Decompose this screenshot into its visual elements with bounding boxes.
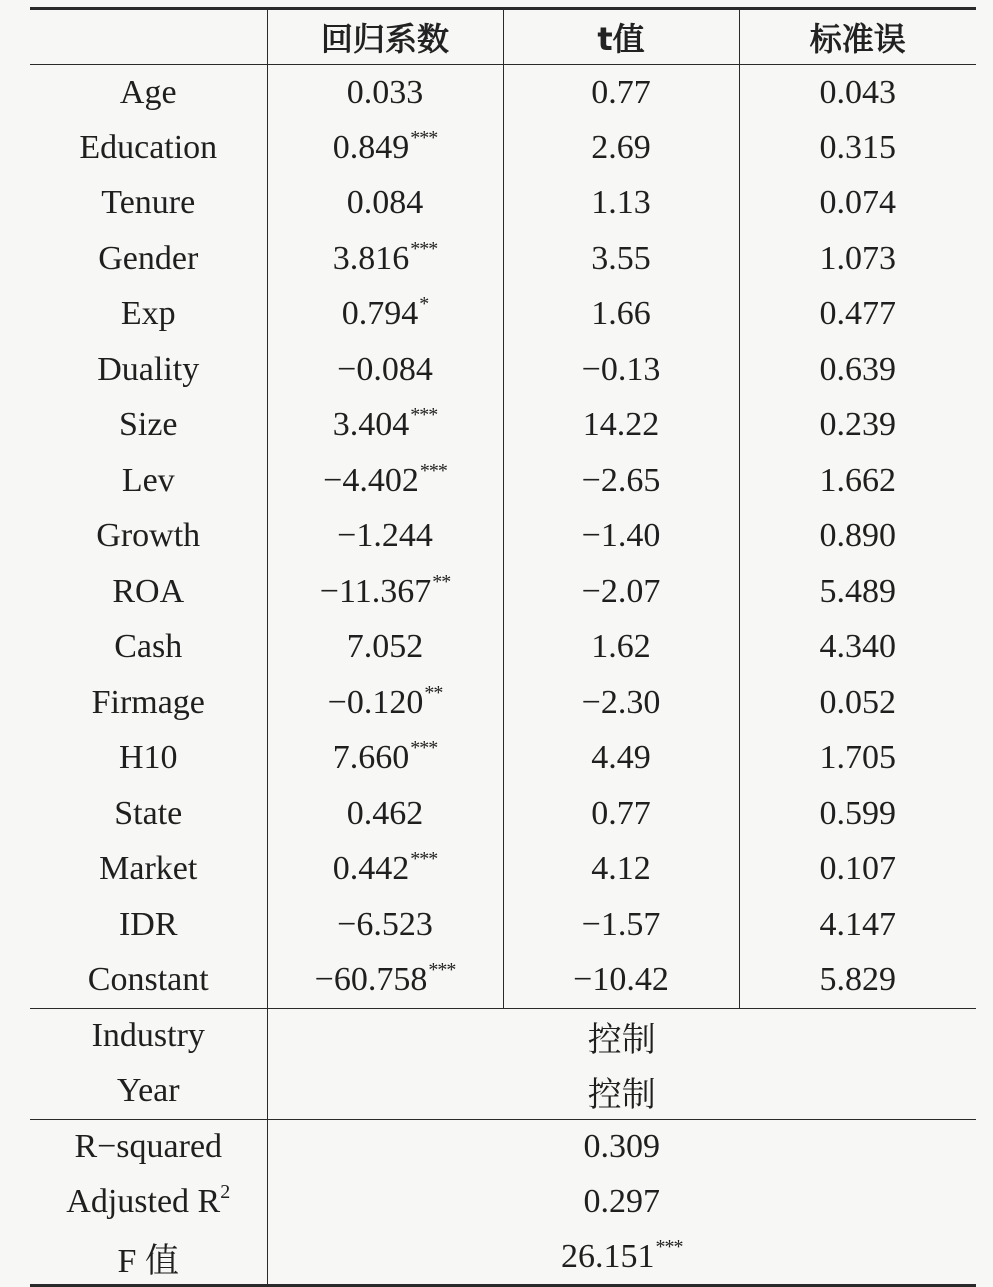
header-variable — [30, 9, 267, 65]
superscript-two: 2 — [220, 1181, 231, 1204]
std-error-cell-text: 0.043 — [819, 73, 896, 111]
t-value-cell-text: 4.49 — [591, 739, 651, 777]
std-error-cell-text: 4.340 — [819, 628, 896, 666]
std-error-cell-text: 0.477 — [819, 295, 896, 333]
coefficient-cell — [267, 731, 503, 787]
std-error-cell — [739, 231, 976, 287]
std-error-cell — [739, 897, 976, 953]
variable-cell — [30, 564, 267, 620]
std-error-cell — [739, 620, 976, 676]
control-row — [30, 1008, 976, 1064]
stat-value: 26.151 — [561, 1238, 655, 1275]
coefficient-cell-text: 0.849 — [332, 128, 410, 166]
std-error-cell-text: 0.639 — [819, 350, 896, 388]
coefficient-cell-text: −6.523 — [337, 905, 433, 943]
variable-cell — [30, 953, 267, 1009]
control-value-cell: 控制 — [587, 1074, 656, 1115]
t-value-cell — [503, 786, 739, 842]
significance-stars: ** — [424, 681, 443, 704]
table-row — [30, 620, 976, 676]
std-error-cell-text: 0.315 — [819, 128, 896, 166]
std-error-cell — [739, 120, 976, 176]
variable-cell-text: Lev — [121, 461, 175, 499]
control-variable-cell: Year — [30, 1064, 267, 1120]
std-error-cell-text: 1.073 — [819, 239, 896, 277]
coefficient-cell-text: 0.794 — [341, 295, 419, 333]
significance-stars: *** — [410, 737, 438, 760]
variable-cell-text: Growth — [96, 517, 201, 555]
coefficient-cell — [267, 231, 503, 287]
variable-cell-text: IDR — [118, 905, 178, 943]
table-row — [30, 453, 976, 509]
variable-cell-text: H10 — [118, 739, 178, 777]
std-error-cell — [739, 953, 976, 1009]
std-error-cell-text: 1.705 — [819, 739, 896, 777]
t-value-cell-text: −0.13 — [581, 350, 661, 388]
t-value-cell — [503, 953, 739, 1009]
coefficient-cell-text: 0.442 — [332, 850, 410, 888]
std-error-cell-text: 0.052 — [819, 683, 896, 721]
significance-stars: *** — [419, 459, 447, 482]
regression-table — [30, 7, 976, 1287]
table-row — [30, 897, 976, 953]
t-value-cell — [503, 564, 739, 620]
std-error-cell — [739, 675, 976, 731]
variable-cell — [30, 731, 267, 787]
stat-label-cell — [30, 1230, 267, 1286]
stat-row — [30, 1175, 976, 1231]
std-error-cell-text: 0.074 — [819, 184, 896, 222]
t-value-cell — [503, 731, 739, 787]
t-value-cell — [503, 842, 739, 898]
t-value-cell — [503, 509, 739, 565]
significance-stars: *** — [410, 404, 438, 427]
variable-cell-text: Duality — [97, 350, 200, 388]
variable-cell-text: Cash — [114, 628, 183, 666]
coefficient-cell-text: −4.402 — [323, 461, 419, 499]
std-error-cell — [739, 65, 976, 121]
t-value-cell-text: 1.13 — [591, 184, 651, 222]
variable-cell — [30, 509, 267, 565]
header-row — [30, 9, 976, 65]
stat-label-cell — [30, 1119, 267, 1175]
table-row — [30, 564, 976, 620]
table-row — [30, 509, 976, 565]
t-value-cell-text: −1.57 — [581, 905, 661, 943]
stat-value: 0.297 — [583, 1183, 660, 1221]
stat-value-cell — [267, 1230, 976, 1286]
variable-cell-text: Age — [119, 73, 177, 111]
variable-cell — [30, 842, 267, 898]
std-error-cell — [739, 453, 976, 509]
significance-stars: *** — [410, 126, 438, 149]
control-variable-cell: Industry — [30, 1008, 267, 1064]
variable-cell — [30, 342, 267, 398]
std-error-cell — [739, 398, 976, 454]
t-value-cell-text: 1.62 — [591, 628, 651, 666]
stat-value-cell — [267, 1119, 976, 1175]
coefficient-cell — [267, 620, 503, 676]
t-value-cell — [503, 675, 739, 731]
t-value-cell — [503, 342, 739, 398]
std-error-cell — [739, 509, 976, 565]
table-row — [30, 65, 976, 121]
coefficient-cell-text: −11.367 — [319, 572, 432, 610]
std-error-cell — [739, 731, 976, 787]
coefficient-cell-text: 0.462 — [346, 794, 424, 832]
coefficient-cell-text: −0.120 — [327, 683, 424, 721]
std-error-cell — [739, 176, 976, 232]
table-body — [30, 65, 976, 1286]
variable-cell-text: Market — [99, 850, 198, 888]
table-row — [30, 342, 976, 398]
variable-cell — [30, 176, 267, 232]
control-row — [30, 1064, 976, 1120]
variable-cell — [30, 287, 267, 343]
coefficient-cell — [267, 120, 503, 176]
t-value-cell-text: 14.22 — [582, 406, 660, 444]
table-row — [30, 842, 976, 898]
variable-cell-text: Constant — [87, 961, 209, 998]
coefficient-cell-text: 0.033 — [346, 73, 424, 111]
table-row — [30, 731, 976, 787]
header-std-error: 标准误 — [739, 9, 976, 65]
variable-cell — [30, 897, 267, 953]
coefficient-cell — [267, 953, 503, 1009]
t-value-cell-text: 0.77 — [591, 73, 651, 111]
coefficient-cell — [267, 564, 503, 620]
stat-value: 0.309 — [583, 1128, 660, 1165]
t-value-cell — [503, 287, 739, 343]
coefficient-cell-text: 0.084 — [346, 184, 424, 222]
std-error-cell-text: 0.599 — [819, 794, 896, 832]
variable-cell-text: Education — [79, 128, 218, 166]
std-error-cell-text: 1.662 — [819, 461, 896, 499]
coefficient-cell-text: 3.404 — [332, 406, 410, 444]
significance-stars: * — [419, 293, 429, 316]
coefficient-cell — [267, 398, 503, 454]
t-value-cell-text: 4.12 — [591, 850, 651, 888]
significance-stars: ** — [432, 570, 451, 593]
variable-cell-text: Gender — [98, 239, 199, 277]
header-t-value: t值 — [503, 9, 739, 65]
coefficient-cell-text: −60.758 — [314, 961, 428, 998]
coefficient-cell — [267, 287, 503, 343]
coefficient-cell — [267, 786, 503, 842]
std-error-cell — [739, 786, 976, 842]
header-coefficient: 回归系数 — [267, 9, 503, 65]
variable-cell-text: ROA — [112, 572, 185, 610]
variable-cell-text: Firmage — [91, 683, 205, 721]
coefficient-cell-text: −1.244 — [337, 517, 433, 555]
t-value-cell-text: 1.66 — [591, 295, 651, 333]
variable-cell-text: Tenure — [101, 184, 196, 222]
variable-cell — [30, 65, 267, 121]
variable-cell — [30, 620, 267, 676]
table-row — [30, 953, 976, 1009]
variable-cell — [30, 120, 267, 176]
t-value-cell — [503, 620, 739, 676]
significance-stars: *** — [655, 1236, 683, 1258]
coefficient-cell — [267, 65, 503, 121]
t-value-cell — [503, 897, 739, 953]
std-error-cell-text: 0.239 — [819, 406, 896, 444]
stat-label: R−squared — [74, 1128, 223, 1165]
std-error-cell — [739, 564, 976, 620]
control-value-cell: 控制 — [267, 1008, 976, 1064]
variable-cell — [30, 398, 267, 454]
stat-row — [30, 1119, 976, 1175]
t-value-cell — [503, 120, 739, 176]
stat-value-cell — [267, 1175, 976, 1231]
t-value-cell-text: −2.30 — [581, 683, 661, 721]
variable-cell-text: Exp — [120, 295, 176, 333]
coefficient-cell — [267, 453, 503, 509]
variable-cell — [30, 231, 267, 287]
coefficient-cell — [267, 897, 503, 953]
t-value-cell — [503, 65, 739, 121]
std-error-cell-text: 0.107 — [819, 850, 896, 888]
std-error-cell-text: 4.147 — [819, 905, 896, 943]
coefficient-cell — [267, 342, 503, 398]
t-value-cell — [503, 398, 739, 454]
std-error-cell-text: 5.829 — [819, 961, 896, 998]
t-value-cell-text: 3.55 — [591, 239, 651, 277]
significance-stars: *** — [410, 237, 438, 260]
t-value-cell-text: −1.40 — [581, 517, 661, 555]
variable-cell-text: Size — [118, 406, 178, 444]
t-value-cell-text: 2.69 — [591, 128, 651, 166]
coefficient-cell-text: 7.660 — [332, 739, 410, 777]
coefficient-cell-text: −0.084 — [337, 350, 433, 388]
table-row — [30, 786, 976, 842]
t-value-cell-text: −10.42 — [573, 961, 669, 998]
std-error-cell — [739, 287, 976, 343]
t-value-cell — [503, 453, 739, 509]
table-row — [30, 398, 976, 454]
t-value-cell — [503, 176, 739, 232]
variable-cell — [30, 453, 267, 509]
t-value-cell-text: −2.07 — [581, 572, 661, 610]
table-row — [30, 176, 976, 232]
coefficient-cell-text: 3.816 — [332, 239, 410, 277]
significance-stars: *** — [410, 848, 438, 871]
std-error-cell — [739, 342, 976, 398]
significance-stars: *** — [428, 959, 456, 981]
coefficient-cell — [267, 675, 503, 731]
table-row — [30, 287, 976, 343]
std-error-cell-text: 5.489 — [819, 572, 896, 610]
coefficient-cell — [267, 842, 503, 898]
stat-label: F 值 — [117, 1242, 179, 1280]
variable-cell — [30, 675, 267, 731]
t-value-cell-text: −2.65 — [581, 461, 661, 499]
table-row — [30, 675, 976, 731]
stat-label-cell — [30, 1175, 267, 1231]
stat-row — [30, 1230, 976, 1286]
table-row — [30, 231, 976, 287]
t-value-cell-text: 0.77 — [591, 794, 651, 832]
coefficient-cell — [267, 509, 503, 565]
t-value-cell — [503, 231, 739, 287]
table-row — [30, 120, 976, 176]
stat-label: Adjusted R — [66, 1183, 221, 1221]
std-error-cell — [739, 842, 976, 898]
variable-cell — [30, 786, 267, 842]
std-error-cell-text: 0.890 — [819, 517, 896, 555]
coefficient-cell-text: 7.052 — [346, 628, 424, 666]
variable-cell-text: State — [114, 794, 183, 832]
coefficient-cell — [267, 176, 503, 232]
